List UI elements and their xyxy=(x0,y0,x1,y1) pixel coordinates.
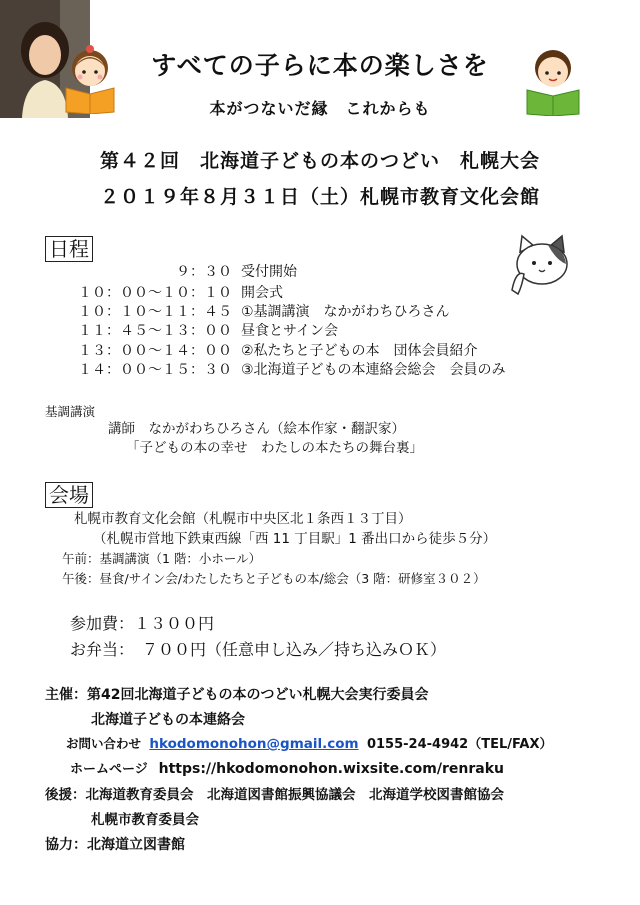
schedule-heading: 日程 xyxy=(45,236,93,262)
schedule-time: １３：００～１４：００ xyxy=(78,343,232,359)
homepage-line xyxy=(70,758,504,777)
event-date: ２０１９年８月３１日（土）札幌市教育文化会館 xyxy=(99,186,540,208)
cooperation-value: 北海道立図書館 xyxy=(87,837,185,853)
homepage-url-link[interactable]: https://hkodomonohon.wixsite.com/renraku xyxy=(158,761,504,777)
organizer-1: 第42回北海道子どもの本のつどい札幌大会実行委員会 xyxy=(87,687,429,703)
schedule-event: 開会式 xyxy=(241,285,283,301)
schedule-row xyxy=(0,321,640,341)
page-title: すべての子らに本の楽しさを xyxy=(151,51,489,80)
keynote-topic: 「子どもの本の幸せ わたしの本たちの舞台裏」 xyxy=(126,440,423,456)
schedule-row xyxy=(0,302,640,322)
organizer-2: 北海道子どもの本連絡会 xyxy=(91,712,245,728)
participation-fee: 参加費：１３００円 xyxy=(70,614,215,633)
schedule-time: ９：３０ xyxy=(176,264,232,280)
schedule-event: 受付開始 xyxy=(241,264,297,280)
homepage-label: ホームページ xyxy=(70,762,148,777)
schedule-time: １０：１０～１１：４５ xyxy=(78,304,232,320)
keynote-label: 基調講演 xyxy=(45,404,96,419)
schedule-time: １０：００～１０：１０ xyxy=(78,285,232,301)
contact-phone: 0155-24-4942（TEL/FAX） xyxy=(366,737,553,752)
venue-afternoon: 午後：昼食/サイン会/わたしたちと子どもの本/総会（3 階：研修室３０２） xyxy=(62,571,486,586)
support-label: 後援： xyxy=(45,787,86,803)
keynote-speaker: 講師 なかがわちひろさん（絵本作家・翻訳家） xyxy=(108,421,405,437)
contact-line xyxy=(66,733,552,752)
support-line xyxy=(45,783,504,803)
venue-access: （札幌市営地下鉄東西線「西 11 丁目駅」1 番出口から徒歩５分） xyxy=(93,531,497,547)
cooperation-label: 協力： xyxy=(45,837,87,853)
schedule-time: １４：００～１５：３０ xyxy=(78,362,232,378)
support-1: 北海道教育委員会 北海道図書館振興協議会 北海道学校図書館協会 xyxy=(85,787,504,803)
support-2: 札幌市教育委員会 xyxy=(91,812,199,828)
schedule-row xyxy=(0,262,640,282)
organizer-line xyxy=(45,684,428,704)
bento-fee: お弁当： ７００円（任意申し込み／持ち込みＯＫ） xyxy=(70,640,447,659)
cooperation-line xyxy=(45,834,185,854)
schedule-row xyxy=(0,360,640,380)
organizer-label: 主催： xyxy=(45,687,87,703)
schedule-event: ③北海道子どもの本連絡会総会 会員のみ xyxy=(241,362,506,378)
venue-heading: 会場 xyxy=(45,482,93,508)
schedule-row xyxy=(0,341,640,361)
schedule-event: ①基調講演 なかがわちひろさん xyxy=(241,304,450,320)
venue-morning: 午前：基調講演（1 階：小ホール） xyxy=(62,551,262,566)
schedule-event: ②私たちと子どもの本 団体会員紹介 xyxy=(241,343,478,359)
page-subtitle: 本がつないだ縁 これからも xyxy=(209,99,431,118)
contact-email-link[interactable]: hkodomonohon@gmail.com xyxy=(149,736,359,752)
contact-label: お問い合わせ xyxy=(66,736,142,751)
venue-name: 札幌市教育文化会館（札幌市中央区北１条西１３丁目） xyxy=(74,511,412,527)
schedule-time: １１：４５～１３：００ xyxy=(78,323,232,339)
event-name: 第４２回 北海道子どもの本のつどい 札幌大会 xyxy=(99,150,540,172)
schedule-row xyxy=(0,283,640,303)
schedule-event: 昼食とサイン会 xyxy=(241,323,339,339)
